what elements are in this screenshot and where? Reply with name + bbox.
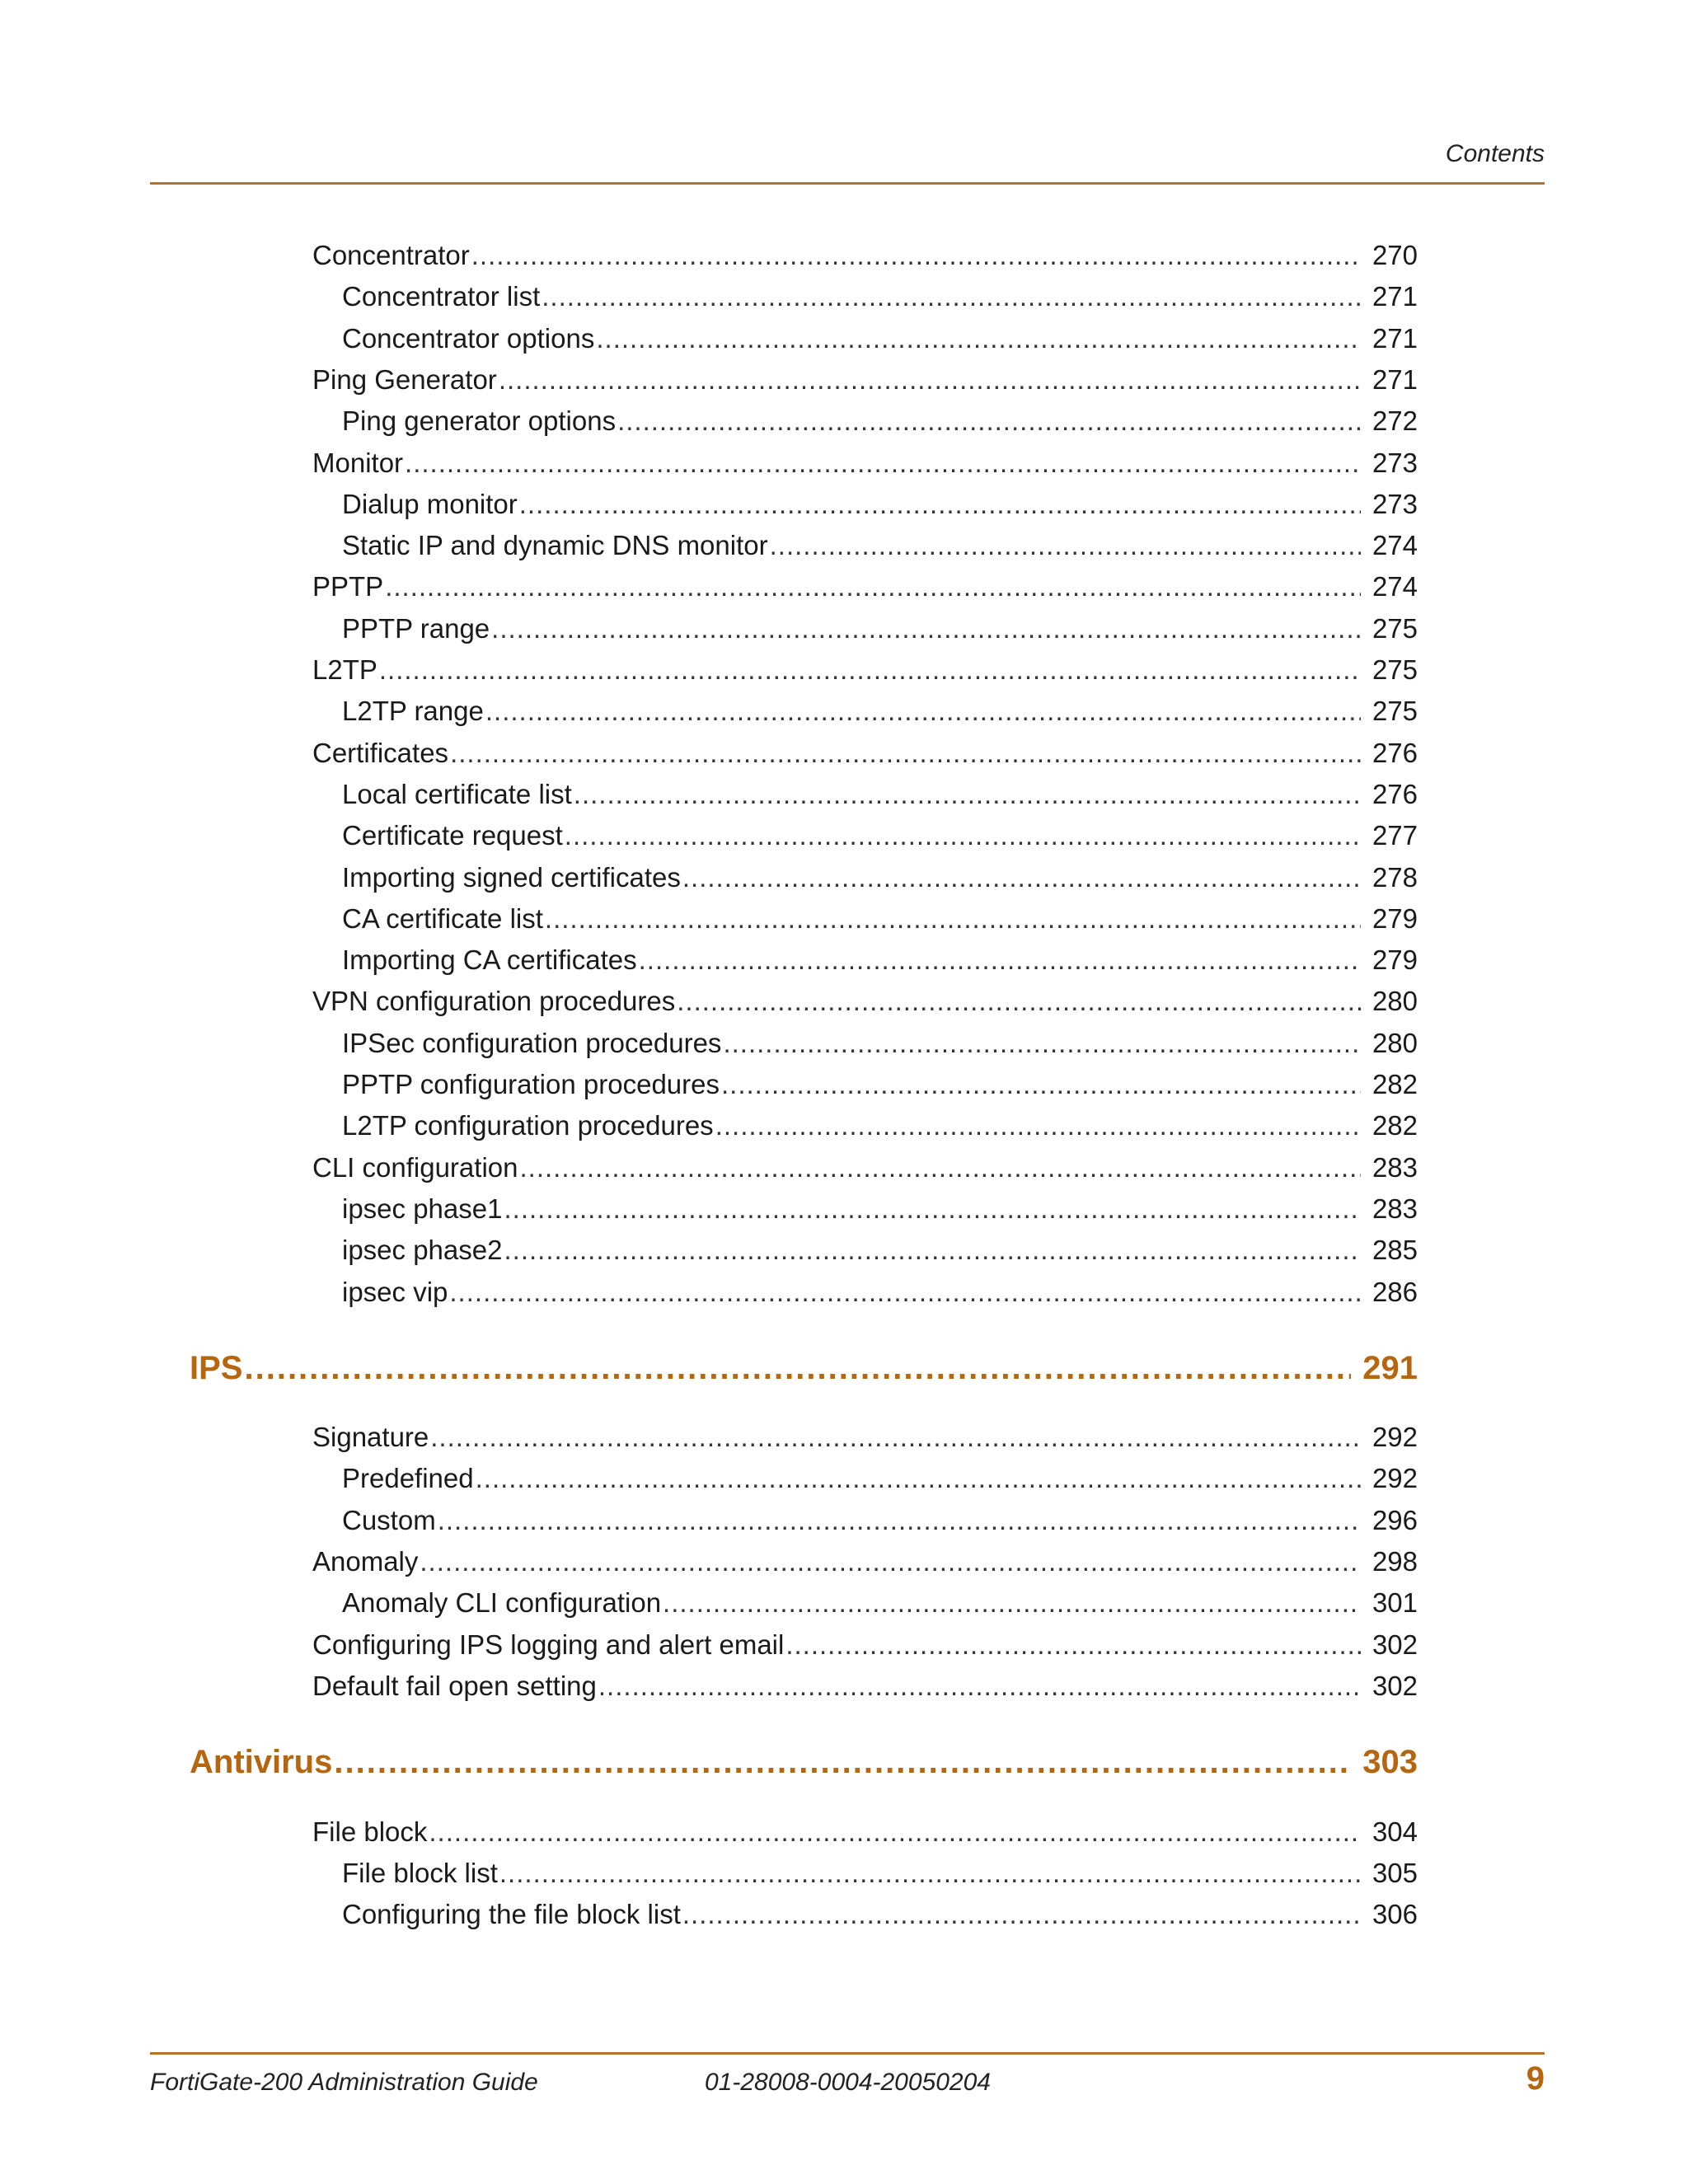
toc-dot-leader	[450, 737, 1361, 770]
toc-entry-title: L2TP	[312, 654, 377, 685]
toc-dot-leader	[617, 405, 1361, 438]
toc-dot-leader	[449, 1276, 1361, 1309]
toc-entry-title: Ping Generator	[312, 363, 497, 395]
toc-entry-title: IPS	[190, 1349, 243, 1386]
toc-entry-title: Certificate request	[342, 820, 563, 851]
toc-entry-title: ipsec phase1	[342, 1193, 503, 1224]
toc-dot-leader	[682, 861, 1361, 894]
toc-dot-leader	[420, 1545, 1361, 1578]
toc-entry-title: Concentrator list	[342, 281, 541, 312]
toc-entry-title: Monitor	[312, 447, 404, 478]
page-number: 9	[1526, 2060, 1545, 2097]
toc-entry[interactable]	[342, 819, 1418, 852]
toc-entry-title: Concentrator options	[342, 322, 595, 354]
toc-entry-title: L2TP range	[342, 696, 484, 727]
toc-entry-title: Default fail open setting	[312, 1670, 597, 1701]
toc-entry-page: 277	[1372, 820, 1418, 851]
toc-entry-title: ipsec vip	[342, 1276, 448, 1307]
toc-entry-title: PPTP range	[342, 612, 490, 644]
toc-dot-leader	[542, 280, 1361, 313]
toc-entry-page: 305	[1372, 1857, 1418, 1888]
toc-entry[interactable]	[342, 1857, 1418, 1890]
toc-entry[interactable]	[342, 1234, 1418, 1267]
toc-entry-page: 302	[1372, 1629, 1418, 1660]
toc-entry[interactable]	[342, 1276, 1418, 1309]
toc-entry-title: L2TP configuration procedures	[342, 1110, 714, 1141]
toc-entry-title: Importing CA certificates	[342, 944, 637, 976]
toc-entry[interactable]	[342, 405, 1418, 438]
toc-entry[interactable]	[342, 944, 1418, 977]
toc-entry[interactable]	[312, 654, 1418, 687]
toc-entry[interactable]	[342, 1462, 1418, 1495]
toc-dot-leader	[504, 1193, 1360, 1226]
toc-entry-page: 276	[1372, 737, 1418, 768]
toc-entry-page: 296	[1372, 1504, 1418, 1535]
toc-entry-page: 273	[1372, 488, 1418, 519]
toc-entry-page: 286	[1372, 1276, 1418, 1307]
toc-entry[interactable]	[312, 737, 1418, 770]
toc-entry[interactable]	[312, 1670, 1418, 1703]
toc-entry[interactable]	[312, 570, 1418, 603]
toc-entry-page: 270	[1372, 240, 1418, 270]
footer-rule	[150, 2052, 1545, 2055]
toc-entry-title: PPTP	[312, 571, 384, 602]
toc-dot-leader	[723, 1027, 1361, 1060]
toc-entry-page: 271	[1372, 363, 1418, 395]
toc-entry[interactable]	[342, 322, 1418, 355]
toc-dot-leader	[244, 1348, 1351, 1388]
toc-chapter-entry[interactable]	[190, 1742, 1418, 1782]
toc-entry-title: Static IP and dynamic DNS monitor	[342, 530, 768, 561]
toc-entry-page: 275	[1372, 696, 1418, 727]
toc-dot-leader	[504, 1234, 1360, 1267]
toc-entry-title: Configuring the file block list	[342, 1899, 681, 1930]
toc-dot-leader	[499, 363, 1361, 396]
toc-dot-leader	[598, 1670, 1361, 1703]
toc-entry[interactable]	[342, 1586, 1418, 1619]
toc-entry-page: 304	[1372, 1816, 1418, 1847]
toc-entry-title: CLI configuration	[312, 1151, 518, 1183]
toc-entry[interactable]	[342, 861, 1418, 894]
toc-dot-leader	[405, 447, 1361, 480]
toc-entry-title: Predefined	[342, 1463, 474, 1494]
toc-entry[interactable]	[312, 363, 1418, 396]
toc-entry-page: 303	[1362, 1744, 1418, 1781]
toc-entry-page: 306	[1372, 1899, 1418, 1930]
toc-dot-leader	[574, 778, 1361, 811]
toc-entry-title: File block list	[342, 1857, 498, 1888]
toc-entry[interactable]	[312, 239, 1418, 272]
toc-entry-page: 282	[1372, 1110, 1418, 1141]
toc-dot-leader	[519, 1151, 1360, 1184]
toc-entry-page: 274	[1372, 571, 1418, 602]
toc-entry[interactable]	[312, 1545, 1418, 1578]
toc-entry[interactable]	[342, 778, 1418, 811]
toc-dot-leader	[430, 1421, 1361, 1454]
toc-entry[interactable]	[342, 529, 1418, 562]
toc-entry-page: 292	[1372, 1463, 1418, 1494]
toc-dot-leader	[385, 570, 1361, 603]
toc-entry-page: 292	[1372, 1422, 1418, 1453]
toc-entry-title: Configuring IPS logging and alert email	[312, 1629, 785, 1660]
toc-entry[interactable]	[342, 612, 1418, 645]
running-header: Contents	[1445, 140, 1545, 167]
toc-entry[interactable]	[342, 1504, 1418, 1537]
toc-entry-title: Anomaly CLI configuration	[342, 1587, 662, 1619]
toc-entry-title: Importing signed certificates	[342, 861, 681, 893]
toc-entry[interactable]	[312, 1151, 1418, 1184]
toc-entry-page: 275	[1372, 612, 1418, 644]
toc-entry[interactable]	[342, 280, 1418, 313]
toc-dot-leader	[677, 985, 1361, 1018]
toc-entry-page: 273	[1372, 447, 1418, 478]
toc-entry-title: PPTP configuration procedures	[342, 1069, 720, 1099]
toc-entry-title: Local certificate list	[342, 778, 572, 809]
toc-dot-leader	[334, 1742, 1351, 1782]
toc-entry[interactable]	[312, 1816, 1418, 1849]
toc-dot-leader	[721, 1068, 1361, 1101]
toc-entry-page: 302	[1372, 1670, 1418, 1701]
toc-dot-leader	[663, 1586, 1361, 1619]
toc-entry-title: Certificates	[312, 737, 449, 768]
toc-entry-title: File block	[312, 1816, 428, 1847]
toc-dot-leader	[596, 322, 1361, 355]
toc-entry-page: 279	[1372, 902, 1418, 934]
toc-entry-title: Concentrator	[312, 240, 470, 270]
toc-dot-leader	[429, 1816, 1361, 1849]
toc-entry-title: Custom	[342, 1504, 436, 1535]
toc-entry-title: Antivirus	[190, 1744, 333, 1781]
toc-entry-page: 279	[1372, 944, 1418, 976]
toc-entry-page: 276	[1372, 778, 1418, 809]
toc-entry[interactable]	[342, 902, 1418, 935]
toc-entry[interactable]	[312, 1421, 1418, 1454]
toc-entry[interactable]	[342, 695, 1418, 728]
toc-entry-page: 301	[1372, 1587, 1418, 1619]
toc-entry-page: 298	[1372, 1546, 1418, 1577]
toc-chapter-entry[interactable]	[190, 1348, 1418, 1388]
toc-entry-page: 271	[1372, 281, 1418, 312]
toc-entry-page: 282	[1372, 1069, 1418, 1099]
toc-entry-page: 291	[1362, 1349, 1418, 1386]
toc-entry-page: 280	[1372, 1027, 1418, 1058]
toc-entry-page: 274	[1372, 530, 1418, 561]
toc-dot-leader	[519, 488, 1361, 521]
toc-entry-page: 271	[1372, 322, 1418, 354]
toc-entry-title: ipsec phase2	[342, 1235, 503, 1266]
toc-dot-leader	[438, 1504, 1361, 1537]
toc-dot-leader	[715, 1109, 1361, 1142]
toc-dot-leader	[476, 1462, 1361, 1495]
toc-dot-leader	[565, 819, 1361, 852]
toc-entry-title: Ping generator options	[342, 405, 617, 437]
toc-dot-leader	[499, 1857, 1361, 1890]
toc-entry[interactable]	[342, 1193, 1418, 1226]
toc-entry[interactable]	[342, 1068, 1418, 1101]
toc-entry-title: Anomaly	[312, 1546, 419, 1577]
toc-entry[interactable]	[342, 1109, 1418, 1142]
toc-dot-leader	[471, 239, 1361, 272]
toc-entry-title: Dialup monitor	[342, 488, 518, 519]
toc-entry-page: 283	[1372, 1193, 1418, 1224]
toc-dot-leader	[682, 1898, 1361, 1931]
toc-dot-leader	[785, 1629, 1361, 1661]
footer-document-id: 01-28008-0004-20050204	[705, 2069, 991, 2096]
toc-entry-title: CA certificate list	[342, 902, 543, 934]
toc-dot-leader	[485, 695, 1361, 728]
toc-entry[interactable]	[342, 1027, 1418, 1060]
toc-entry[interactable]	[342, 488, 1418, 521]
toc-entry-page: 280	[1372, 986, 1418, 1017]
toc-dot-leader	[639, 944, 1361, 977]
toc-dot-leader	[379, 654, 1361, 687]
toc-entry[interactable]	[312, 985, 1418, 1018]
toc-dot-leader	[545, 902, 1361, 935]
toc-entry-page: 278	[1372, 861, 1418, 893]
toc-entry-page: 272	[1372, 405, 1418, 437]
toc-entry-page: 283	[1372, 1151, 1418, 1183]
toc-entry[interactable]	[312, 447, 1418, 480]
toc-dot-leader	[770, 529, 1361, 562]
toc-entry[interactable]	[342, 1898, 1418, 1931]
toc-entry[interactable]	[312, 1629, 1418, 1661]
footer-guide-title: FortiGate-200 Administration Guide	[150, 2069, 538, 2096]
toc-entry-page: 285	[1372, 1235, 1418, 1266]
toc-entry-title: IPSec configuration procedures	[342, 1027, 722, 1058]
toc-entry-page: 275	[1372, 654, 1418, 685]
toc-dot-leader	[491, 612, 1361, 645]
toc-entry-title: VPN configuration procedures	[312, 986, 676, 1017]
toc-entry-title: Signature	[312, 1422, 429, 1453]
